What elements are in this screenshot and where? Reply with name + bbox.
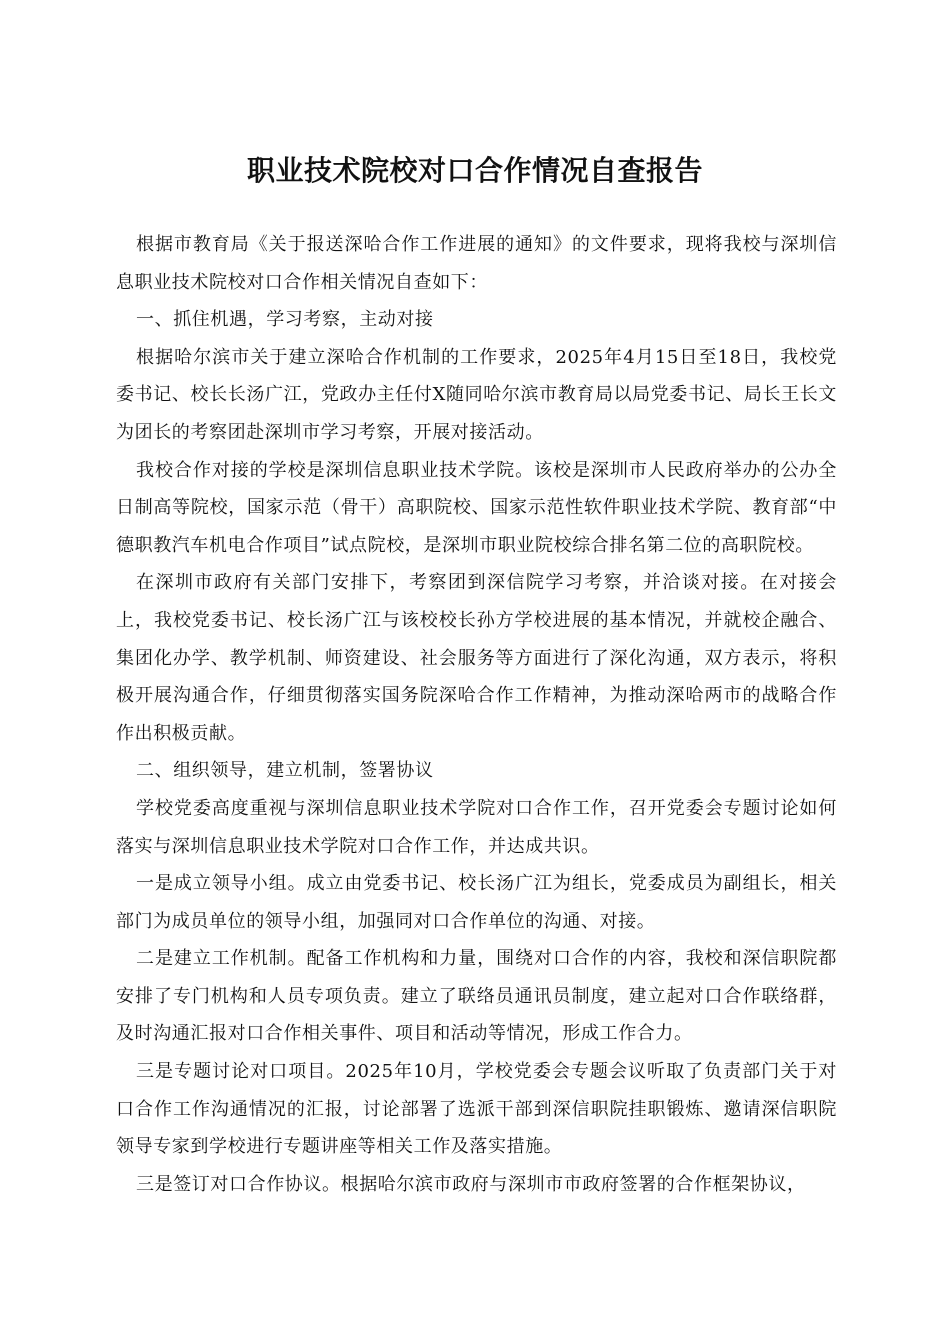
document-title: 职业技术院校对口合作情况自查报告 <box>246 153 703 187</box>
document-body <box>116 226 837 1203</box>
paragraph-intro: 根据市教育局《关于报送深哈合作工作进展的通知》的文件要求，现将我校与深圳信息职业技术院校对口合作相关情况自查如下： <box>116 234 837 293</box>
paragraph: 我校合作对接的学校是深圳信息职业技术学院。该校是深圳市人民政府举办的公办全日制高等院校，国家示范（骨干）高职院校、国家示范性软件职业技术学院、教育部“中德职教汽车机电合作项目”试点院校，是深圳市职业院校综合排名第二位的高职院校。 <box>116 459 837 556</box>
paragraph: 三是专题讨论对口项目。2025年10月，学校党委会专题会议听取了负责部门关于对口合作工作沟通情况的汇报，讨论部署了选派干部到深信职院挂职锻炼、邀请深信职院领导专家到学校进行专题讲座等相关工作及落实措施。 <box>116 1061 837 1158</box>
paragraph: 根据哈尔滨市关于建立深哈合作机制的工作要求，2025年4月15日至18日，我校党委书记、校长长汤广江，党政办主任付X随同哈尔滨市教育局以局党委书记、局长王长文为团长的考察团赴深圳市学习考察，开展对接活动。 <box>116 346 837 443</box>
paragraph: 在深圳市政府有关部门安排下，考察团到深信院学习考察，并洽谈对接。在对接会上，我校党委书记、校长汤广江与该校校长孙方学校进展的基本情况，并就校企融合、集团化办学、教学机制、师资建设、社会服务等方面进行了深化沟通，双方表示，将积极开展沟通合作，仔细贯彻落实国务院深哈合作工作精神，为推动深哈两市的战略合作作出积极贡献。 <box>116 572 837 744</box>
section-heading-1: 一、抓住机遇，学习考察，主动对接 <box>136 309 434 331</box>
paragraph: 一是成立领导小组。成立由党委书记、校长汤广江为组长，党委成员为副组长，相关部门为成员单位的领导小组，加强同对口合作单位的沟通、对接。 <box>116 873 837 932</box>
section-heading-2: 二、组织领导，建立机制，签署协议 <box>136 760 434 782</box>
paragraph: 学校党委高度重视与深圳信息职业技术学院对口合作工作，召开党委会专题讨论如何落实与深圳信息职业技术学院对口合作工作，并达成共识。 <box>116 797 837 857</box>
paragraph: 二是建立工作机制。配备工作机构和力量，围绕对口合作的内容，我校和深信职院都安排了专门机构和人员专项负责。建立了联络员通讯员制度，建立起对口合作联络群，及时沟通汇报对口合作相关事件、项目和活动等情况，形成工作合力。 <box>116 948 837 1045</box>
paragraph: 三是签订对口合作协议。根据哈尔滨市政府与深圳市市政府签署的合作框架协议， <box>136 1173 806 1195</box>
